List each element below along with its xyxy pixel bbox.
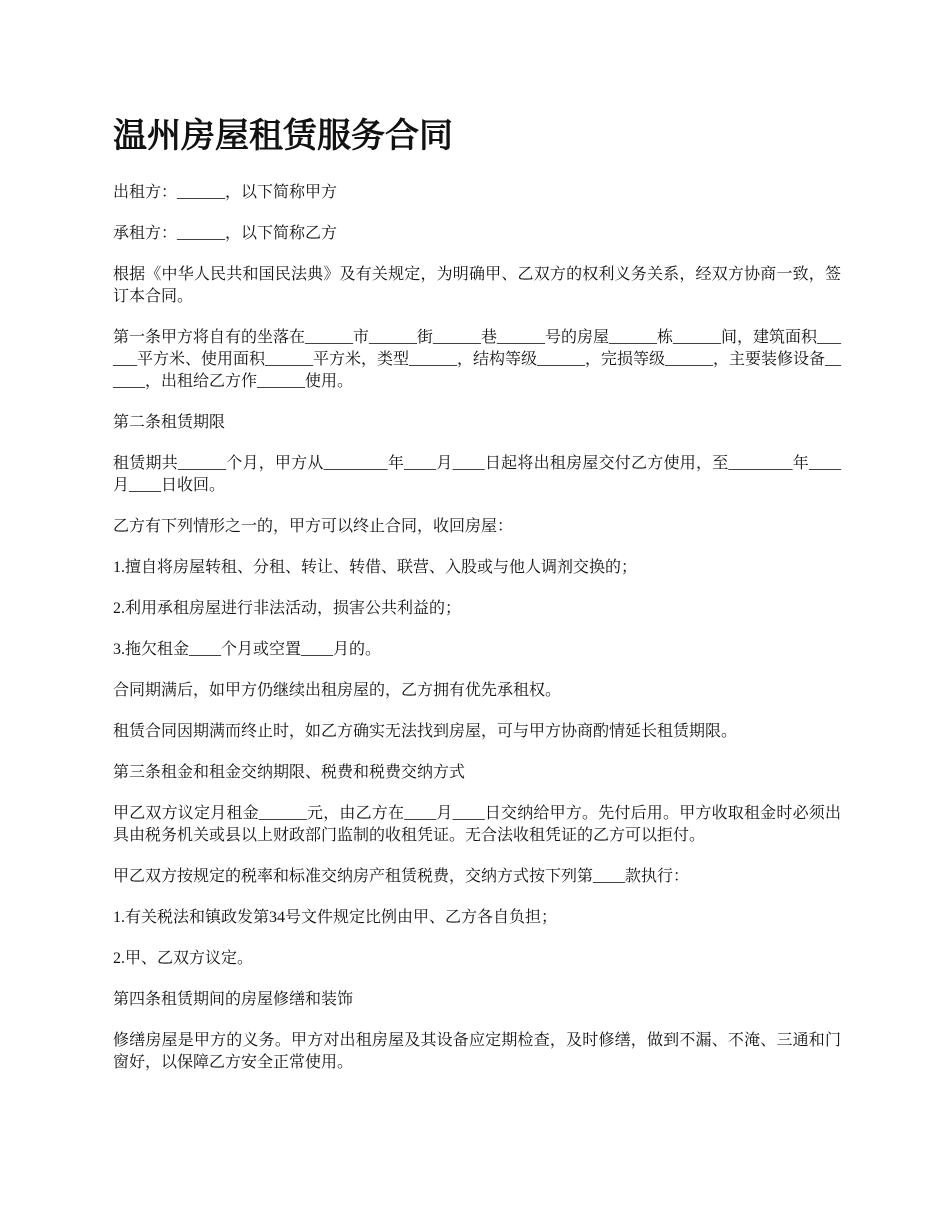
- document-title: 温州房屋租赁服务合同: [113, 116, 453, 156]
- paragraph-tax-item-1: 1.有关税法和镇政发第34号文件规定比例由甲、乙方各自负担；: [113, 909, 558, 926]
- paragraph-extension: 租赁合同因期满而终止时，如乙方确实无法找到房屋，可与甲方协商酌情延长租赁期限。: [113, 723, 738, 740]
- paragraph-preamble: 根据《中华人民共和国民法典》及有关规定，为明确甲、乙双方的权利义务关系，经双方协商一致，签订本合同。: [113, 266, 841, 305]
- paragraph-lessor: 出租方：______，以下简称甲方: [113, 184, 338, 201]
- paragraph-tax: 甲乙双方按规定的税率和标准交纳房产租赁税费，交纳方式按下列第____款执行：: [113, 868, 690, 885]
- paragraph-termination-item-3: 3.拖欠租金____个月或空置____月的。: [113, 641, 382, 658]
- heading-article-2: 第二条租赁期限: [113, 414, 226, 431]
- paragraph-repairs: 修缮房屋是甲方的义务。甲方对出租房屋及其设备应定期检查，及时修缮，做到不漏、不淹、三通和门窗好，以保障乙方安全正常使用。: [113, 1032, 841, 1071]
- paragraph-termination-item-2: 2.利用承租房屋进行非法活动，损害公共利益的；: [113, 600, 462, 617]
- paragraph-lessee: 承租方：______，以下简称乙方: [113, 225, 338, 242]
- document-page: [113, 112, 841, 1093]
- paragraph-article-1: 第一条甲方将自有的坐落在______市______街______巷______号的房屋______栋______间，建筑面积______平方米、使用面积______平方米，类型______，结构等级______，完损等级______，主要装修设备______，出租给乙方作______使用。: [113, 329, 842, 390]
- paragraph-rent: 甲乙双方议定月租金______元，由乙方在____月____日交纳给甲方。先付后用。甲方收取租金时必须出具由税务机关或县以上财政部门监制的收租凭证。无合法收租凭证的乙方可以拒付。: [113, 805, 841, 844]
- heading-article-4: 第四条租赁期间的房屋修缮和装饰: [113, 991, 354, 1008]
- paragraph-lease-term: 租赁期共______个月，甲方从________年____月____日起将出租房屋交付乙方使用，至________年____月____日收回。: [113, 455, 841, 494]
- paragraph-termination-intro: 乙方有下列情形之一的，甲方可以终止合同，收回房屋：: [113, 518, 514, 535]
- paragraph-termination-item-1: 1.擅自将房屋转租、分租、转让、转借、联营、入股或与他人调剂交换的；: [113, 559, 638, 576]
- paragraph-priority-right: 合同期满后，如甲方仍继续出租房屋的，乙方拥有优先承租权。: [113, 682, 562, 699]
- heading-article-3: 第三条租金和租金交纳期限、税费和税费交纳方式: [113, 764, 466, 781]
- paragraph-tax-item-2: 2.甲、乙双方议定。: [113, 950, 254, 967]
